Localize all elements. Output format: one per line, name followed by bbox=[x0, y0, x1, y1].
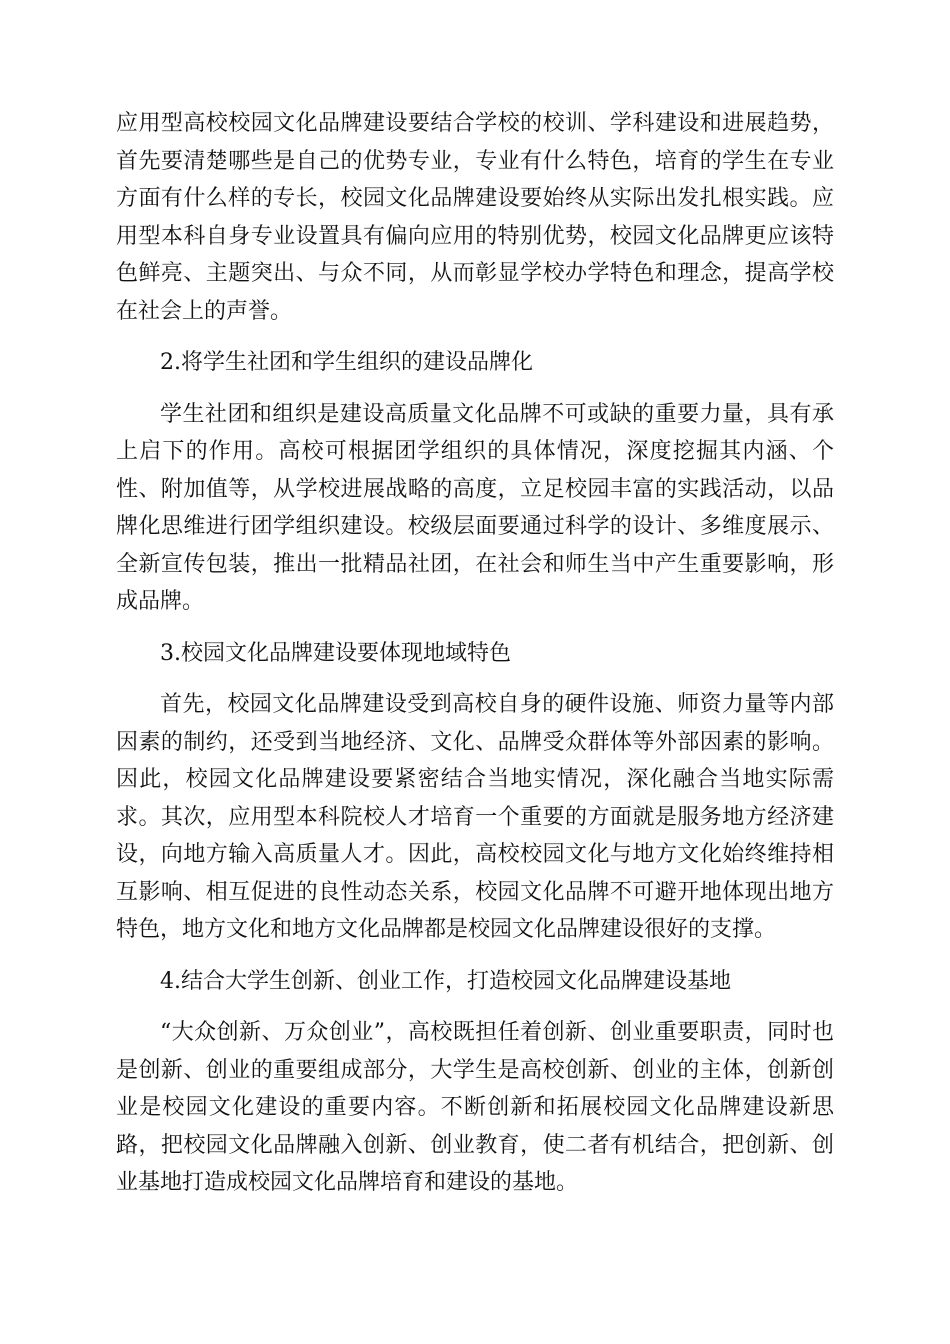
section-heading: 4.结合大学生创新、创业工作，打造校园文化品牌建设基地 bbox=[160, 968, 731, 994]
body-paragraph: 学生社团和组织是建设高质量文化品牌不可或缺的重要力量，具有承上启下的作用。高校可根据团学组织的具体情况，深度挖掘其内涵、个性、附加值等，从学校进展战略的高度，立足校园丰富的实践活动，以品牌化思维进行团学组织建设。校级层面要通过科学的设计、多维度展示、全新宣传包装，推出一批精品社团，在社会和师生当中产生重要影响，形成品牌。 bbox=[116, 401, 834, 614]
document-page bbox=[116, 105, 834, 1216]
body-paragraph: 应用型高校校园文化品牌建设要结合学校的校训、学科建设和进展趋势，首先要清楚哪些是自己的优势专业，专业有什么特色，培育的学生在专业方面有什么样的专长，校园文化品牌建设要始终从实际出发扎根实践。应用型本科自身专业设置具有偏向应用的特别优势，校园文化品牌更应该特色鲜亮、主题突出、与众不同，从而彰显学校办学特色和理念，提高学校在社会上的声誉。 bbox=[116, 111, 834, 324]
body-paragraph: “大众创新、万众创业”，高校既担任着创新、创业重要职责，同时也是创新、创业的重要组成部分，大学生是高校创新、创业的主体，创新创业是校园文化建设的重要内容。不断创新和拓展校园文化品牌建设新思路，把校园文化品牌融入创新、创业教育，使二者有机结合，把创新、创业基地打造成校园文化品牌培育和建设的基地。 bbox=[116, 1020, 834, 1195]
body-paragraph: 首先，校园文化品牌建设受到高校自身的硬件设施、师资力量等内部因素的制约，还受到当地经济、文化、品牌受众群体等外部因素的影响。因此，校园文化品牌建设要紧密结合当地实情况，深化融合当地实际需求。其次，应用型本科院校人才培育一个重要的方面就是服务地方经济建设，向地方输入高质量人才。因此，高校校园文化与地方文化始终维持相互影响、相互促进的良性动态关系，校园文化品牌不可避开地体现出地方特色，地方文化和地方文化品牌都是校园文化品牌建设很好的支撑。 bbox=[116, 692, 834, 942]
section-heading: 3.校园文化品牌建设要体现地域特色 bbox=[160, 640, 511, 666]
section-heading: 2.将学生社团和学生组织的建设品牌化 bbox=[160, 350, 533, 375]
